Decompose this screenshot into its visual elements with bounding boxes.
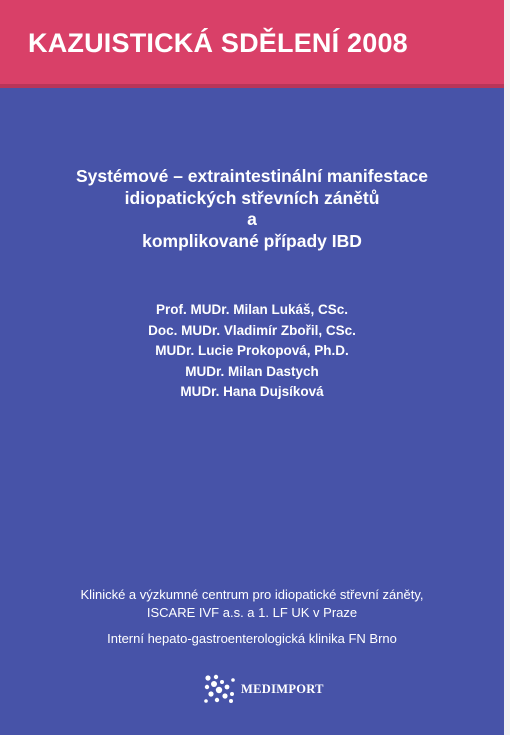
author-name: Doc. MUDr. Vladimír Zbořil, CSc. (148, 322, 356, 338)
author-name: MUDr. Hana Dujsíková (180, 384, 324, 400)
publisher-logo (203, 674, 324, 704)
main-title-line: a (247, 209, 257, 229)
author-name: MUDr. Milan Dastych (185, 363, 319, 379)
institution-line: Klinické a výzkumné centrum pro idiopatické střevní záněty, (80, 587, 424, 602)
institution-line: Interní hepato-gastroenterologická klinika FN Brno (107, 631, 397, 646)
medimport-logo-icon (203, 674, 237, 704)
publisher-name: MEDIMPORT (241, 681, 324, 696)
main-title-line: idiopatických střevních zánětů (124, 187, 380, 208)
author-name: MUDr. Lucie Prokopová, Ph.D. (155, 343, 349, 359)
main-title-line: Systémové – extraintestinální manifestace (75, 166, 429, 186)
header-band (0, 0, 504, 88)
author-list (0, 300, 504, 403)
institutions (0, 586, 504, 648)
main-title-line: komplikované případy IBD (142, 230, 362, 251)
main-title (0, 166, 504, 252)
series-title: KAZUISTICKÁ SDĚLENÍ 2008 (28, 28, 408, 58)
institution-line: ISCARE IVF a.s. a 1. LF UK v Praze (146, 604, 358, 620)
author-name: Prof. MUDr. Milan Lukáš, CSc. (155, 302, 349, 317)
